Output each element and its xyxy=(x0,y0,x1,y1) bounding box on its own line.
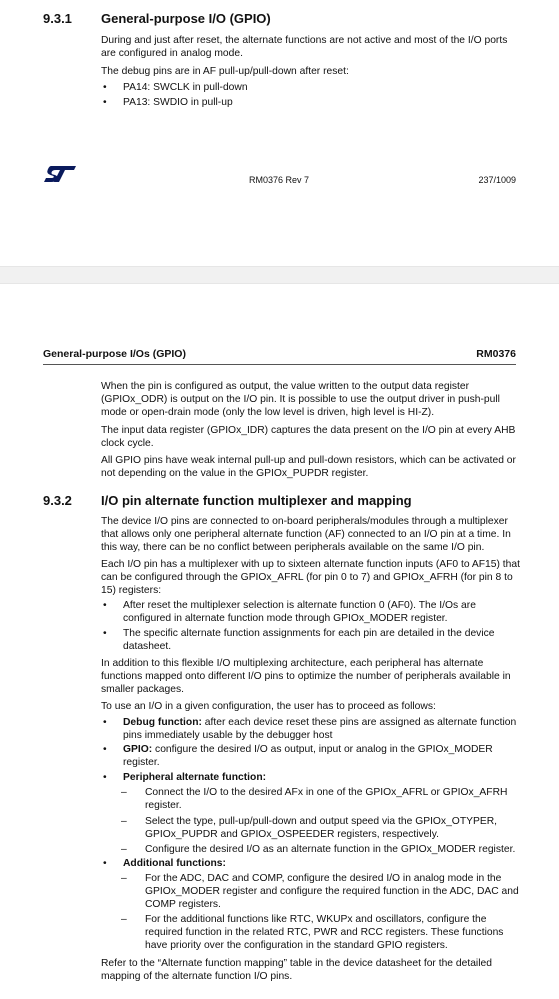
bullet-icon: • xyxy=(103,600,107,611)
section-number: 9.3.2 xyxy=(43,493,72,508)
paragraph: The debug pins are in AF pull-up/pull-down after reset: xyxy=(101,66,349,77)
paragraph: Each I/O pin has a multiplexer with up to sixteen alternate function inputs (AF0 to AF15) that can be configured through the GPIOx_AFRL (for pin 0 to 7) and GPIOx_AFRH (for pin 8 to 15) registers: xyxy=(101,559,520,596)
header-doc-id: RM0376 xyxy=(476,348,516,360)
dash-icon: – xyxy=(121,816,127,827)
document-id: RM0376 Rev 7 xyxy=(249,175,310,185)
page-separator xyxy=(0,196,559,286)
paragraph: When the pin is configured as output, the value written to the output data register (GPIOx_ODR) is output on the I/O pin. It is possible to use the output driver in push-pull mode or open-drain mode (only the low level is driven, high level is HI-Z). xyxy=(101,381,500,418)
section-title: I/O pin alternate function multiplexer and mapping xyxy=(101,493,412,508)
paragraph: The input data register (GPIOx_IDR) captures the data present on the I/O pin at every AHB clock cycle. xyxy=(101,425,516,449)
dash-icon: – xyxy=(121,914,127,925)
section-number: 9.3.1 xyxy=(43,11,72,26)
page-number: 237/1009 xyxy=(478,175,516,185)
section-title: General-purpose I/O (GPIO) xyxy=(101,11,271,26)
dash-icon: – xyxy=(121,787,127,798)
header-rule xyxy=(43,364,516,365)
bullet-icon: • xyxy=(103,97,107,108)
paragraph: During and just after reset, the alternate functions are not active and most of the I/O ports are configured in analog mode. xyxy=(101,35,508,59)
running-header xyxy=(43,348,516,360)
paragraph: In addition to this flexible I/O multiplexing architecture, each peripheral has alternate functions mapped onto different I/O pins to optimize the number of peripherals available in smaller packages. xyxy=(101,658,511,695)
bullet-icon: • xyxy=(103,717,107,728)
bullet-icon: • xyxy=(103,858,107,869)
bullet-icon: • xyxy=(103,744,107,755)
dash-icon: – xyxy=(121,873,127,884)
paragraph: To use an I/O in a given configuration, the user has to proceed as follows: xyxy=(101,701,436,712)
dash-icon: – xyxy=(121,844,127,855)
page-238: General-purpose I/Os (GPIO) RM0376 When the pin is configured as output, the value written to the output data register (GPIOx_ODR) is output on the I/O pin. It is possible to use the output driver in push-pull mode or open-drain mode (only the low level is driven, high level is HI-Z). The input data register (GPIOx_IDR) captures the data present on the I/O pin at every AHB clock cycle. All GPIO pins have weak internal pull-up and pull-down resistors, which can be activated or not depending on the value in the GPIOx_PUPDR register. 9.3.2 I/O pin alternate function multiplexer and mapping The device I/O pins are connected to on-board peripherals/modules through a multiplexer that allows only one peripheral alternate function (AF) connected to an I/O pin at a time. In this way, there can be no conflict between peripherals available on the same I/O pin. Each I/O pin has a multiplexer with up to sixteen alternate function inputs (AF0 to AF15) that can be configured through the GPIOx_AFRL (for pin 0 to 7) and GPIOx_AFRH (for pin 8 to 15) registers: • After reset the multiplexer selection is alternate function 0 (AF0). The I/Os are configured in alternate function mode through GPIOx_MODER register. • The specific alternate function assignments for each pin are detailed in the device datasheet. In addition to this flexible I/O multiplexing architecture, each peripheral has alternate functions mapped onto different I/O pins to optimize the number of peripherals available in smaller packages. To use an I/O in a given configuration, the user has to proceed as follows: • Debug function: after each device reset these pins are assigned as alternate function pins immediately usable by the debugger host • GPIO: configure the desired I/O as output, input or analog in the GPIOx_MODER register. • Peripheral alternate function: – Connect the I/O to the desired AFx in one of the GPIOx_AFRL or GPIOx_AFRH register. – Select the type, pull-up/pull-down and output speed via the GPIOx_OTYPER, GPIOx_PUPDR and GPIOx_OSPEEDER registers, respectively. – Configure the desired I/O as an alternate function in the GPIOx_MODER register. • Additional functions: – For the ADC, DAC and COMP, configure the desired I/O in analog mode in the GPIOx_MODER register and configure the required function in the ADC, DAC and COMP registers. – For the additional functions like RTC, WKUPx and oscillators, configure the required function in the related RTC, PWR and RCC registers. These functions have priority over the configuration in the standard GPIO registers. Refer to the “Alternate function mapping” table in the device datasheet for the detailed mapping of the alternate function I/O pins. xyxy=(0,286,559,999)
bullet-icon: • xyxy=(103,82,107,93)
st-logo-icon xyxy=(43,165,77,183)
header-title: General-purpose I/Os (GPIO) xyxy=(43,348,186,360)
bullet-icon: • xyxy=(103,628,107,639)
paragraph: All GPIO pins have weak internal pull-up and pull-down resistors, which can be activated or not depending on the value in the GPIOx_PUPDR register. xyxy=(101,455,516,479)
paragraph: The device I/O pins are connected to on-board peripherals/modules through a multiplexer that allows only one peripheral alternate function (AF) connected to an I/O pin at a time. In this way, there can be no conflict between peripherals available on the same I/O pin. xyxy=(101,516,511,553)
bullet-icon: • xyxy=(103,772,107,783)
paragraph: Refer to the “Alternate function mapping” table in the device datasheet for the detailed mapping of the alternate function I/O pins. xyxy=(101,958,492,982)
page-237: 9.3.1 General-purpose I/O (GPIO) During and just after reset, the alternate functions are not active and most of the I/O ports are configured in analog mode. The debug pins are in AF pull-up/pull-down after reset: • PA14: SWCLK in pull-down • PA13: SWDIO in pull-up RM0376 Rev 7 237/1009 xyxy=(0,0,559,196)
